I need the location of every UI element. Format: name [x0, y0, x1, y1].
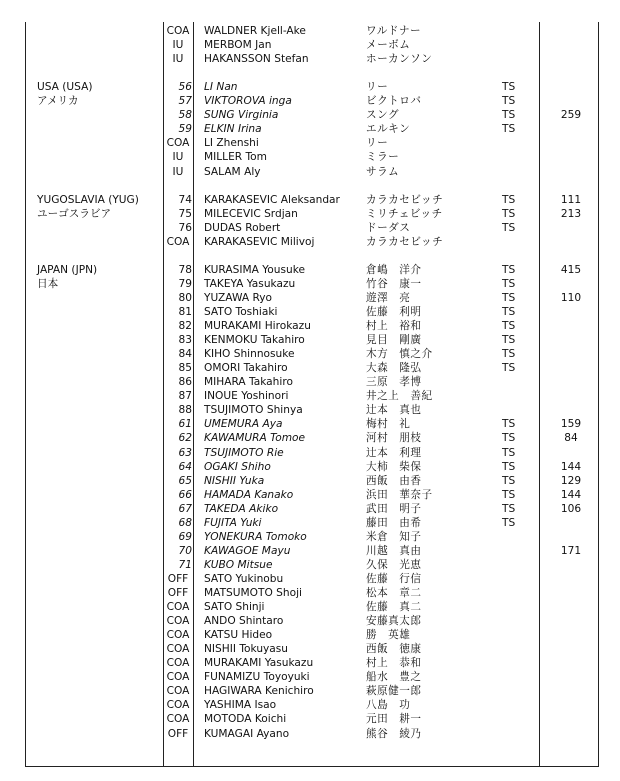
person-name: HAKANSSON Stefan [204, 53, 309, 66]
table-row [0, 375, 620, 389]
table-row [0, 347, 620, 361]
player-number: 56 [178, 81, 192, 94]
person-name: KATSU Hideo [204, 629, 273, 642]
person-name: YASHIMA Isao [204, 699, 277, 712]
japanese-name: カラカセビッチ [366, 235, 444, 248]
score-value: 106 [560, 502, 582, 515]
table-row [0, 38, 620, 52]
japanese-name: ミラー [366, 151, 400, 164]
person-name: SATO Shinji [204, 601, 265, 614]
table-row [0, 193, 620, 207]
table-row [0, 727, 620, 741]
japanese-name: 佐藤 行信 [366, 572, 422, 585]
role-code: IU [172, 165, 184, 178]
ts-flag: TS [502, 516, 516, 529]
role-code: IU [172, 39, 184, 52]
table-row [0, 544, 620, 558]
score-value: 144 [560, 488, 582, 501]
ts-flag: TS [502, 291, 516, 304]
japanese-name: 木方 慎之介 [366, 348, 433, 361]
table-row [0, 52, 620, 66]
ts-flag: TS [502, 362, 516, 375]
table-row [0, 263, 620, 277]
person-name: LI Zhenshi [204, 137, 259, 150]
japanese-name: 船水 豊之 [366, 671, 422, 684]
role-code: IU [172, 53, 184, 66]
person-name: MIHARA Takahiro [204, 376, 293, 389]
person-name: MILECEVIC Srdjan [204, 207, 298, 220]
player-number: 81 [178, 306, 192, 318]
role-code: COA [166, 601, 190, 614]
ts-flag: TS [502, 334, 516, 347]
table-row [0, 305, 620, 319]
japanese-name: 松本 章二 [366, 587, 422, 599]
person-name: MATSUMOTO Shoji [204, 587, 302, 599]
table-row [0, 108, 620, 122]
role-code: COA [166, 699, 190, 712]
japanese-name: 見目 剛廣 [366, 334, 422, 347]
person-name: MERBOM Jan [204, 39, 272, 52]
table-row [0, 361, 620, 375]
score-value: 415 [560, 263, 582, 276]
japanese-name: 西飯 徳康 [366, 643, 422, 656]
ts-flag: TS [502, 221, 516, 234]
japanese-name: 武田 明子 [366, 502, 422, 515]
country-name: JAPAN (JPN) [37, 263, 98, 276]
table-row [0, 642, 620, 656]
ts-flag: TS [502, 446, 516, 459]
person-name: SUNG Virginia [204, 109, 279, 122]
japanese-name: 八島 功 [366, 699, 411, 712]
ts-flag: TS [502, 277, 516, 290]
player-number: 79 [178, 277, 192, 290]
japanese-name: ミリチェビッチ [366, 207, 443, 220]
japanese-name: 西飯 由香 [366, 474, 422, 487]
player-number: 74 [178, 193, 192, 206]
table-row [0, 235, 620, 249]
table-row [0, 122, 620, 136]
score-value: 129 [560, 474, 582, 487]
table-row [0, 94, 620, 108]
japanese-name: 村上 裕和 [366, 320, 422, 333]
table-row [0, 136, 620, 150]
player-number: 65 [178, 474, 192, 487]
person-name: KIHO Shinnosuke [204, 348, 295, 361]
role-code: COA [166, 629, 190, 642]
japanese-name: 井之上 善紀 [366, 390, 433, 403]
role-code: OFF [167, 727, 189, 740]
country-name: USA (USA) [37, 81, 93, 94]
japanese-name: 河村 朋枝 [366, 432, 422, 445]
japanese-name: メーボム [366, 39, 411, 52]
ts-flag: TS [502, 418, 516, 431]
ts-flag: TS [502, 320, 516, 333]
person-name: WALDNER Kjell-Ake [204, 25, 306, 37]
person-name: KAWAGOE Mayu [204, 544, 291, 557]
japanese-name: 梅村 礼 [366, 418, 411, 431]
table-row [0, 684, 620, 698]
person-name: NISHII Yuka [204, 474, 265, 487]
player-number: 85 [178, 362, 192, 375]
person-name: ANDO Shintaro [204, 615, 284, 628]
ts-flag: TS [502, 109, 516, 122]
person-name: OGAKI Shiho [204, 460, 271, 473]
person-name: KUBO Mitsue [204, 558, 273, 571]
ts-flag: TS [502, 95, 516, 108]
person-name: ELKIN Irina [204, 123, 262, 136]
player-number: 71 [178, 558, 192, 571]
table-row [0, 656, 620, 670]
japanese-name: 辻本 真也 [366, 404, 422, 417]
person-name: SATO Toshiaki [204, 306, 278, 318]
japanese-name: 元田 耕一 [366, 713, 422, 726]
person-name: TAKEDA Akiko [204, 502, 279, 515]
japanese-name: カラカセビッチ [366, 193, 444, 206]
country-name-jp: ユーゴスラビア [37, 207, 112, 220]
player-number: 80 [178, 291, 192, 304]
score-value: 84 [564, 432, 578, 445]
role-code: COA [166, 671, 190, 684]
ts-flag: TS [502, 306, 516, 318]
table-row [0, 712, 620, 726]
person-name: KARAKASEVIC Milivoj [204, 235, 315, 248]
score-value: 111 [560, 193, 582, 206]
person-name: DUDAS Robert [204, 221, 281, 234]
table-row [0, 417, 620, 431]
japanese-name: 久保 光恵 [366, 558, 422, 571]
player-number: 67 [178, 502, 192, 515]
table-row [0, 291, 620, 305]
person-name: MOTODA Koichi [204, 713, 287, 726]
japanese-name: 米倉 知子 [366, 530, 422, 543]
person-name: VIKTOROVA inga [204, 95, 292, 108]
role-code: COA [166, 615, 190, 628]
japanese-name: 川越 真由 [366, 544, 422, 557]
person-name: LI Nan [204, 81, 238, 94]
score-value: 259 [560, 109, 582, 122]
player-number: 86 [178, 376, 192, 389]
japanese-name: 佐藤 真二 [366, 601, 422, 614]
table-row [0, 558, 620, 572]
ts-flag: TS [502, 263, 516, 276]
player-number: 61 [178, 418, 192, 431]
japanese-name: 大森 隆弘 [366, 362, 422, 375]
role-code: OFF [167, 572, 189, 585]
player-number: 62 [178, 432, 192, 445]
person-name: KARAKASEVIC Aleksandar [204, 193, 340, 206]
table-row [0, 389, 620, 403]
ts-flag: TS [502, 488, 516, 501]
table-row [0, 446, 620, 460]
country-name-jp: アメリカ [37, 95, 79, 108]
table-row [0, 530, 620, 544]
player-number: 76 [178, 221, 192, 234]
player-number: 78 [178, 263, 192, 276]
person-name: KAWAMURA Tomoe [204, 432, 306, 445]
role-code: COA [166, 713, 190, 726]
person-name: KENMOKU Takahiro [204, 334, 305, 347]
japanese-name: 熊谷 綾乃 [366, 727, 422, 740]
table-row [0, 460, 620, 474]
japanese-name: 辻本 利理 [366, 446, 422, 459]
japanese-name: 遊澤 亮 [366, 291, 411, 304]
table-row [0, 207, 620, 221]
table-row [0, 431, 620, 445]
player-number: 88 [178, 404, 192, 417]
table-row [0, 333, 620, 347]
ts-flag: TS [502, 460, 516, 473]
role-code: COA [166, 235, 190, 248]
japanese-name: エルキン [366, 123, 411, 136]
japanese-name: 勝 英雄 [366, 629, 411, 642]
table-row [0, 600, 620, 614]
player-number: 66 [178, 488, 192, 501]
person-name: MURAKAMI Hirokazu [204, 320, 311, 333]
score-value: 171 [560, 544, 582, 557]
role-code: COA [166, 685, 190, 698]
player-number: 59 [178, 123, 192, 136]
table-row [0, 319, 620, 333]
japanese-name: 竹谷 康一 [366, 277, 422, 290]
score-value: 213 [560, 207, 582, 220]
table-row [0, 474, 620, 488]
table-row [0, 586, 620, 600]
ts-flag: TS [502, 474, 516, 487]
person-name: SATO Yukinobu [204, 572, 284, 585]
table-row [0, 80, 620, 94]
table-row [0, 628, 620, 642]
player-number: 63 [178, 446, 192, 459]
player-number: 64 [178, 460, 192, 473]
person-name: HAMADA Kanako [204, 488, 294, 501]
table-row [0, 277, 620, 291]
ts-flag: TS [502, 207, 516, 220]
ts-flag: TS [502, 193, 516, 206]
player-number: 84 [178, 348, 192, 361]
role-code: COA [166, 657, 190, 670]
table-row [0, 670, 620, 684]
japanese-name: ワルドナー [366, 25, 422, 37]
country-name: YUGOSLAVIA (YUG) [37, 193, 139, 206]
player-number: 70 [178, 544, 192, 557]
player-number: 58 [178, 109, 192, 122]
table-row [0, 403, 620, 417]
table-row [0, 614, 620, 628]
player-number: 68 [178, 516, 192, 529]
person-name: INOUE Yoshinori [204, 390, 289, 403]
japanese-name: ドーダス [366, 221, 411, 234]
person-name: SALAM Aly [204, 165, 261, 178]
japanese-name: ホーカンソン [366, 53, 433, 66]
japanese-name: 佐藤 利明 [366, 306, 422, 318]
country-name-jp: 日本 [37, 277, 59, 290]
table-row [0, 488, 620, 502]
role-code: OFF [167, 587, 189, 599]
japanese-name: 三原 孝博 [366, 376, 422, 389]
player-number: 57 [178, 95, 192, 108]
japanese-name: 浜田 華奈子 [366, 488, 433, 501]
person-name: FUJITA Yuki [204, 516, 262, 529]
person-name: TSUJIMOTO Rie [204, 446, 284, 459]
player-number: 75 [178, 207, 192, 220]
person-name: KUMAGAI Ayano [204, 727, 290, 740]
person-name: NISHII Tokuyasu [204, 643, 289, 656]
japanese-name: 大柿 柴保 [366, 460, 422, 473]
role-code: COA [166, 25, 190, 37]
japanese-name: リー [366, 81, 389, 94]
score-value: 159 [560, 418, 582, 431]
japanese-name: スング [366, 109, 400, 122]
japanese-name: 藤田 由希 [366, 516, 422, 529]
person-name: MURAKAMI Yasukazu [204, 657, 314, 670]
ts-flag: TS [502, 81, 516, 94]
role-code: COA [166, 137, 190, 150]
japanese-name: 村上 恭和 [366, 657, 422, 670]
japanese-name: 倉嶋 洋介 [366, 263, 422, 276]
score-value: 110 [560, 291, 582, 304]
table-row [0, 221, 620, 235]
person-name: UMEMURA Aya [204, 418, 283, 431]
person-name: FUNAMIZU Toyoyuki [204, 671, 310, 684]
japanese-name: 萩原健一郎 [366, 685, 422, 698]
table-row [0, 516, 620, 530]
japanese-name: ビクトロバ [366, 95, 422, 108]
ts-flag: TS [502, 123, 516, 136]
ts-flag: TS [502, 432, 516, 445]
japanese-name: リー [366, 137, 389, 150]
ts-flag: TS [502, 502, 516, 515]
role-code: IU [172, 151, 184, 164]
player-number: 83 [178, 334, 192, 347]
player-number: 69 [178, 530, 192, 543]
table-row [0, 572, 620, 586]
person-name: KURASIMA Yousuke [204, 263, 305, 276]
person-name: TSUJIMOTO Shinya [204, 404, 303, 417]
table-row [0, 150, 620, 164]
person-name: OMORI Takahiro [204, 362, 288, 375]
person-name: YONEKURA Tomoko [204, 530, 307, 543]
ts-flag: TS [502, 348, 516, 361]
japanese-name: 安藤真太郎 [366, 615, 422, 628]
player-number: 82 [178, 320, 192, 333]
table-row [0, 165, 620, 179]
table-row [0, 24, 620, 38]
person-name: TAKEYA Yasukazu [204, 277, 296, 290]
table-row [0, 502, 620, 516]
person-name: HAGIWARA Kenichiro [204, 685, 314, 698]
score-value: 144 [560, 460, 582, 473]
bottom-border [25, 766, 599, 767]
player-number: 87 [178, 390, 192, 403]
role-code: COA [166, 643, 190, 656]
table-row [0, 698, 620, 712]
japanese-name: サラム [366, 165, 400, 178]
person-name: MILLER Tom [204, 151, 267, 164]
person-name: YUZAWA Ryo [204, 291, 273, 304]
